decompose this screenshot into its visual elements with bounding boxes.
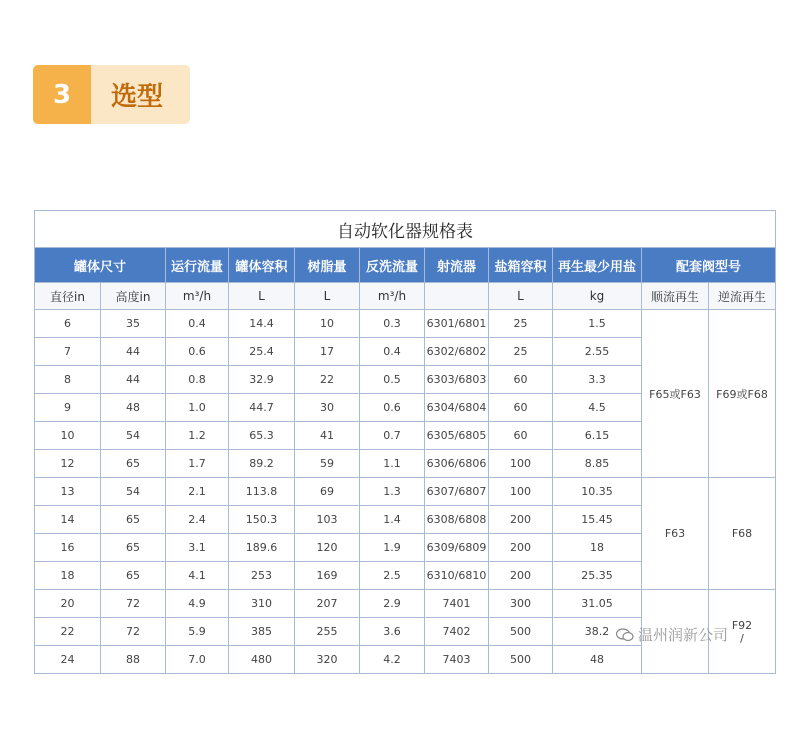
table-cell: 72 — [101, 590, 166, 618]
section-number: 3 — [33, 65, 91, 124]
table-cell: 120 — [295, 534, 360, 562]
table-cell: 6308/6808 — [425, 506, 489, 534]
valve-counter-cell: F69或F68 — [709, 310, 776, 478]
header-backwash: 反洗流量 — [360, 248, 425, 283]
table-cell: 2.55 — [553, 338, 642, 366]
table-cell: 255 — [295, 618, 360, 646]
table-cell: 72 — [101, 618, 166, 646]
unit-resin: L — [295, 283, 360, 310]
table-cell: 7401 — [425, 590, 489, 618]
table-cell: 6307/6807 — [425, 478, 489, 506]
unit-brine: L — [489, 283, 553, 310]
table-row — [35, 310, 776, 338]
unit-diameter: 直径in — [35, 283, 101, 310]
table-cell: 25.35 — [553, 562, 642, 590]
unit-injector — [425, 283, 489, 310]
header-brine: 盐箱容积 — [489, 248, 553, 283]
table-cell: 18 — [553, 534, 642, 562]
table-cell: 1.9 — [360, 534, 425, 562]
table-cell: 200 — [489, 534, 553, 562]
table-cell: 30 — [295, 394, 360, 422]
table-cell: 6301/6801 — [425, 310, 489, 338]
table-cell: 8.85 — [553, 450, 642, 478]
table-cell: 1.3 — [360, 478, 425, 506]
table-cell: 310 — [229, 590, 295, 618]
table-cell: 69 — [295, 478, 360, 506]
table-cell: 4.1 — [166, 562, 229, 590]
table-cell: 1.2 — [166, 422, 229, 450]
table-cell: 25.4 — [229, 338, 295, 366]
table-cell: 7402 — [425, 618, 489, 646]
table-cell: 65 — [101, 450, 166, 478]
table-cell: 59 — [295, 450, 360, 478]
table-cell: 6306/6806 — [425, 450, 489, 478]
header-injector: 射流器 — [425, 248, 489, 283]
table-cell: 35 — [101, 310, 166, 338]
table-cell: 60 — [489, 366, 553, 394]
table-row — [35, 590, 776, 618]
valve-co-cell: F65或F63 — [642, 310, 709, 478]
table-cell: 2.5 — [360, 562, 425, 590]
table-cell: 14.4 — [229, 310, 295, 338]
table-cell: 480 — [229, 646, 295, 674]
table-cell: 500 — [489, 618, 553, 646]
table-cell: 169 — [295, 562, 360, 590]
table-cell: 31.05 — [553, 590, 642, 618]
table-cell: 65 — [101, 562, 166, 590]
table-cell: 15.45 — [553, 506, 642, 534]
table-cell: 24 — [35, 646, 101, 674]
table-cell: 60 — [489, 422, 553, 450]
valve-co-cell: F63 — [642, 478, 709, 590]
table-cell: 65 — [101, 534, 166, 562]
table-cell: 18 — [35, 562, 101, 590]
table-cell: 150.3 — [229, 506, 295, 534]
table-cell: 6 — [35, 310, 101, 338]
table-cell: 13 — [35, 478, 101, 506]
header-tank-size: 罐体尺寸 — [35, 248, 166, 283]
header-tank-volume: 罐体容积 — [229, 248, 295, 283]
table-cell: 320 — [295, 646, 360, 674]
table-cell: 1.7 — [166, 450, 229, 478]
table-cell: 65.3 — [229, 422, 295, 450]
table-cell: 6.15 — [553, 422, 642, 450]
table-cell: 3.6 — [360, 618, 425, 646]
table-cell: 22 — [35, 618, 101, 646]
table-cell: 25 — [489, 310, 553, 338]
table-cell: 48 — [553, 646, 642, 674]
table-cell: 4.9 — [166, 590, 229, 618]
table-cell: 88 — [101, 646, 166, 674]
table-cell: 6309/6809 — [425, 534, 489, 562]
header-salt: 再生最少用盐 — [553, 248, 642, 283]
table-cell: 1.0 — [166, 394, 229, 422]
table-cell: 6304/6804 — [425, 394, 489, 422]
table-cell: 7.0 — [166, 646, 229, 674]
unit-height: 高度in — [101, 283, 166, 310]
table-cell: 7403 — [425, 646, 489, 674]
table-cell: 207 — [295, 590, 360, 618]
table-cell: 10 — [295, 310, 360, 338]
table-cell: 0.7 — [360, 422, 425, 450]
table-cell: 2.4 — [166, 506, 229, 534]
table-cell: 3.3 — [553, 366, 642, 394]
table-cell: 113.8 — [229, 478, 295, 506]
table-cell: 7 — [35, 338, 101, 366]
table-cell: 4.2 — [360, 646, 425, 674]
table-cell: 5.9 — [166, 618, 229, 646]
table-cell: 200 — [489, 506, 553, 534]
table-cell: 44 — [101, 338, 166, 366]
table-cell: 0.3 — [360, 310, 425, 338]
unit-counter-regeneration: 逆流再生 — [709, 283, 776, 310]
table-cell: 0.4 — [360, 338, 425, 366]
table-cell: 48 — [101, 394, 166, 422]
table-cell: 189.6 — [229, 534, 295, 562]
table-cell: 253 — [229, 562, 295, 590]
table-cell: 0.4 — [166, 310, 229, 338]
table-cell: 1.1 — [360, 450, 425, 478]
table-body — [35, 310, 776, 674]
table-cell: 103 — [295, 506, 360, 534]
table-row — [35, 478, 776, 506]
table-cell: 25 — [489, 338, 553, 366]
table-cell: 41 — [295, 422, 360, 450]
section-title: 选型 — [111, 82, 164, 112]
table-cell: 2.9 — [360, 590, 425, 618]
table-cell: 100 — [489, 450, 553, 478]
valve-co-cell — [642, 590, 709, 674]
table-caption: 自动软化器规格表 — [35, 211, 776, 248]
table-cell: 6302/6802 — [425, 338, 489, 366]
section-badge — [33, 65, 190, 124]
table-cell: 3.1 — [166, 534, 229, 562]
unit-salt: kg — [553, 283, 642, 310]
spec-table — [34, 210, 776, 674]
table-cell: 16 — [35, 534, 101, 562]
table-cell: 500 — [489, 646, 553, 674]
unit-flow: m³/h — [166, 283, 229, 310]
table-cell: 1.5 — [553, 310, 642, 338]
table-cell: 0.6 — [166, 338, 229, 366]
table-cell: 54 — [101, 422, 166, 450]
unit-tank-volume: L — [229, 283, 295, 310]
table-cell: 44 — [101, 366, 166, 394]
table-cell: 0.8 — [166, 366, 229, 394]
table-cell: 6305/6805 — [425, 422, 489, 450]
table-cell: 60 — [489, 394, 553, 422]
header-valve: 配套阀型号 — [642, 248, 776, 283]
table-cell: 20 — [35, 590, 101, 618]
unit-backwash: m³/h — [360, 283, 425, 310]
table-cell: 10.35 — [553, 478, 642, 506]
table-cell: 44.7 — [229, 394, 295, 422]
table-cell: 10 — [35, 422, 101, 450]
unit-co-regeneration: 顺流再生 — [642, 283, 709, 310]
table-cell: 54 — [101, 478, 166, 506]
table-cell: 8 — [35, 366, 101, 394]
table-cell: 385 — [229, 618, 295, 646]
table-cell: 0.6 — [360, 394, 425, 422]
table-cell: 32.9 — [229, 366, 295, 394]
watermark-text: 温州润新公司 — [638, 626, 729, 644]
table-cell: 6303/6803 — [425, 366, 489, 394]
table-cell: 22 — [295, 366, 360, 394]
table-cell: 100 — [489, 478, 553, 506]
table-cell: 12 — [35, 450, 101, 478]
table-cell: 17 — [295, 338, 360, 366]
table-cell: 38.2 — [553, 618, 642, 646]
table-cell: 4.5 — [553, 394, 642, 422]
valve-counter-cell: F68 — [709, 478, 776, 590]
table-cell: 0.5 — [360, 366, 425, 394]
table-cell: 1.4 — [360, 506, 425, 534]
table-cell: 65 — [101, 506, 166, 534]
table-cell: 9 — [35, 394, 101, 422]
table-cell: 89.2 — [229, 450, 295, 478]
header-resin: 树脂量 — [295, 248, 360, 283]
table-cell: 300 — [489, 590, 553, 618]
table-cell: 200 — [489, 562, 553, 590]
table-cell: 2.1 — [166, 478, 229, 506]
table-cell: 6310/6810 — [425, 562, 489, 590]
table-cell: 14 — [35, 506, 101, 534]
valve-counter-cell: F92 / — [709, 590, 776, 674]
header-flow: 运行流量 — [166, 248, 229, 283]
